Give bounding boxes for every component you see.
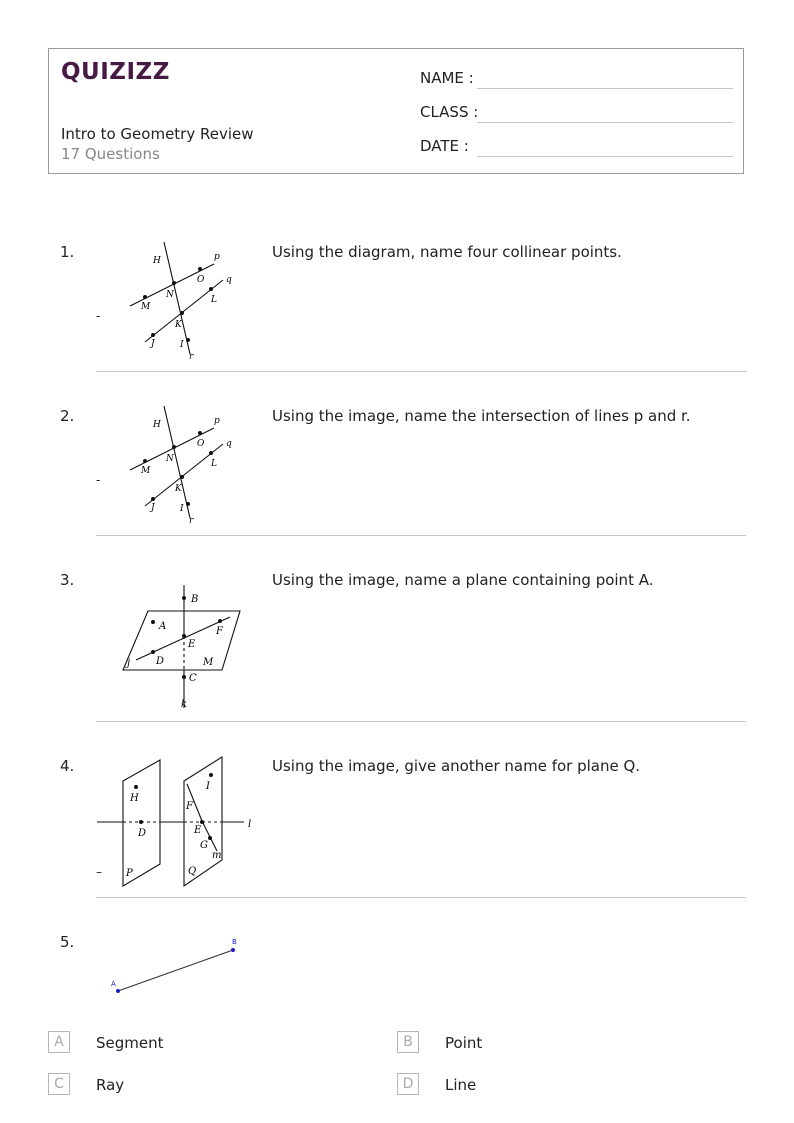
label-M: M — [141, 466, 151, 476]
name-label: NAME : — [420, 69, 474, 87]
question-3-number: 3. — [60, 571, 75, 589]
class-label: CLASS : — [420, 103, 479, 121]
label-m: m — [212, 850, 222, 861]
label-I: I — [206, 781, 210, 792]
separator-4 — [96, 897, 746, 898]
separator-1 — [96, 371, 746, 372]
label-J: J — [151, 503, 155, 513]
label-r: r — [189, 352, 194, 362]
question-1-number: 1. — [60, 243, 75, 261]
label-N: N — [166, 454, 174, 464]
option-a-text[interactable]: Segment — [96, 1034, 164, 1052]
worksheet-header — [48, 48, 744, 174]
label-E: E — [194, 825, 202, 836]
label-plane-P: P — [126, 868, 133, 879]
option-c-box[interactable]: C — [48, 1073, 70, 1095]
label-plane-M: M — [203, 657, 214, 668]
label-plane-Q: Q — [188, 866, 197, 877]
question-2-number: 2. — [60, 407, 75, 425]
question-2-text: Using the image, name the intersection of lines p and r. — [272, 407, 691, 425]
label-q: q — [226, 439, 232, 449]
question-4-number: 4. — [60, 757, 75, 775]
question-1-mark: - — [96, 309, 101, 323]
question-4-text: Using the image, give another name for plane Q. — [272, 757, 641, 775]
label-O: O — [197, 439, 205, 449]
label-E: E — [188, 639, 196, 650]
option-b-text[interactable]: Point — [445, 1034, 483, 1052]
question-5-number: 5. — [60, 933, 75, 951]
option-a-box[interactable]: A — [48, 1031, 70, 1053]
label-j: j — [127, 658, 131, 669]
separator-2 — [96, 535, 746, 536]
label-H: H — [153, 256, 161, 266]
quizizz-logo: QUIZIZZ — [61, 59, 170, 85]
lines-diagram-2 — [118, 404, 248, 529]
label-M: M — [141, 302, 151, 312]
label-l: l — [248, 819, 252, 830]
label-p: p — [214, 252, 220, 262]
two-planes-diagram — [94, 754, 264, 890]
segment-diagram — [106, 934, 246, 998]
option-c-text[interactable]: Ray — [96, 1076, 125, 1094]
class-line[interactable] — [477, 122, 733, 123]
label-H: H — [130, 793, 139, 804]
label-B: B — [191, 594, 199, 605]
question-2-mark: - — [96, 473, 101, 487]
label-I: I — [180, 340, 184, 350]
question-1-text: Using the diagram, name four collinear points. — [272, 243, 622, 261]
option-d-text[interactable]: Line — [445, 1076, 477, 1094]
label-L: L — [211, 295, 217, 305]
plane-diagram — [118, 580, 248, 712]
label-L: L — [211, 459, 217, 469]
label-A: A — [159, 621, 167, 632]
option-d-box[interactable]: D — [397, 1073, 419, 1095]
name-line[interactable] — [477, 88, 733, 89]
lines-diagram-1 — [118, 240, 248, 365]
label-I: I — [180, 504, 184, 514]
question-3-text: Using the image, name a plane containing point A. — [272, 571, 654, 589]
label-G: G — [200, 840, 208, 851]
segment-label-A: A — [111, 980, 116, 988]
label-F: F — [216, 626, 223, 637]
label-K: K — [175, 320, 182, 330]
label-J: J — [151, 339, 155, 349]
date-label: DATE : — [420, 137, 469, 155]
label-p: p — [214, 416, 220, 426]
label-r: r — [189, 516, 194, 526]
label-D: D — [138, 828, 147, 839]
question-count: 17 Questions — [61, 145, 160, 163]
segment-label-B: B — [232, 938, 237, 946]
date-line[interactable] — [477, 156, 733, 157]
separator-3 — [96, 721, 746, 722]
label-F: F — [186, 801, 193, 812]
label-q: q — [226, 275, 232, 285]
worksheet-title: Intro to Geometry Review — [61, 125, 254, 143]
option-b-box[interactable]: B — [397, 1031, 419, 1053]
label-O: O — [197, 275, 205, 285]
label-K: K — [175, 484, 182, 494]
label-D: D — [156, 656, 165, 667]
label-N: N — [166, 290, 174, 300]
question-4-mark: – — [96, 865, 102, 879]
label-k: k — [181, 699, 188, 710]
label-C: C — [189, 673, 197, 684]
label-H: H — [153, 420, 161, 430]
